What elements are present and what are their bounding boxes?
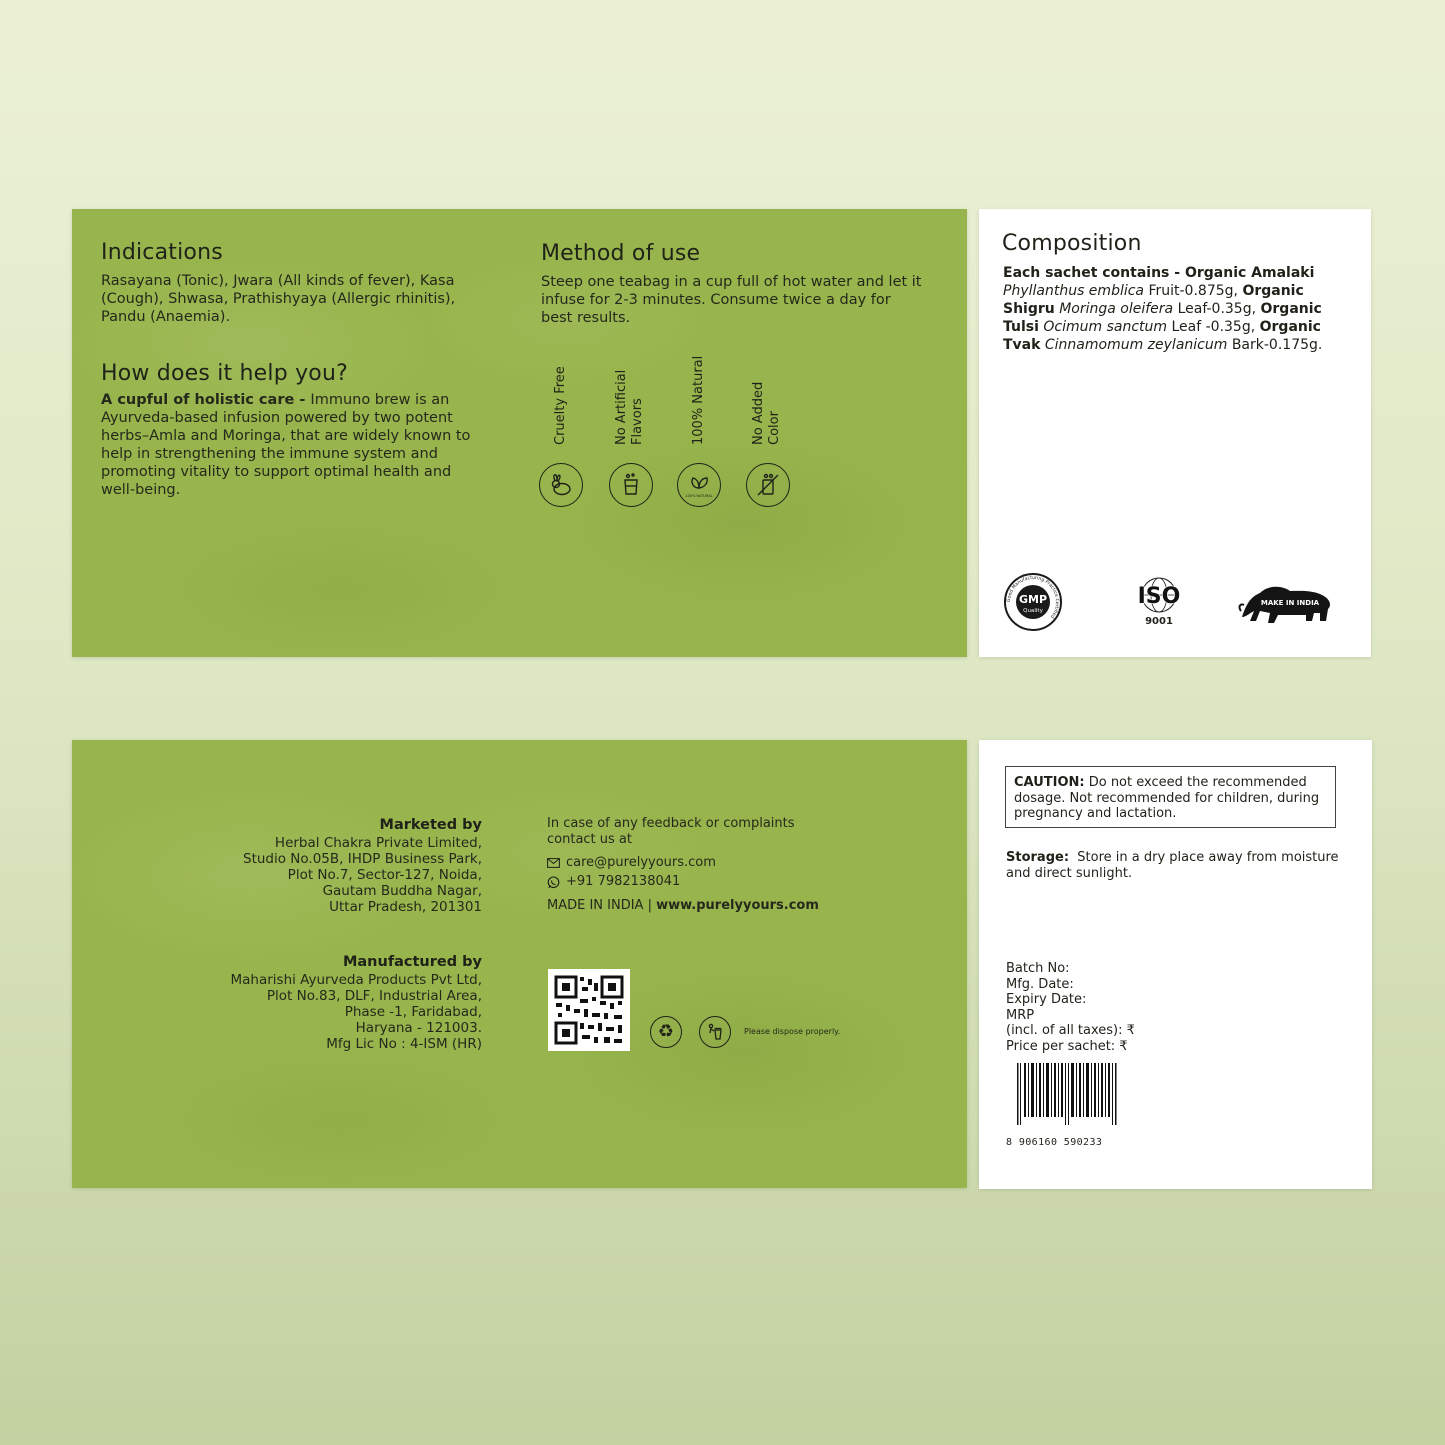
made-in-text: MADE IN INDIA | — [547, 898, 657, 913]
contact-phone[interactable]: +91 7982138041 — [566, 874, 681, 889]
manufactured-line: Haryana - 121003. — [355, 1020, 482, 1036]
caution-text — [1014, 775, 1327, 822]
marketed-block — [192, 816, 482, 915]
ingredient-name: Organic Tulsi — [1003, 301, 1322, 335]
claim-line: Cruelty Free — [553, 366, 568, 445]
claim-line: Flavors — [630, 398, 645, 445]
caution-box — [1005, 766, 1336, 828]
contact-intro-line: contact us at — [547, 832, 632, 847]
ingredient-name: Organic Shigru — [1003, 283, 1304, 317]
ingredient-name: Organic Amalaki — [1184, 265, 1315, 281]
ingredient-part: Fruit-0.875g, — [1144, 283, 1243, 299]
batch-fields — [1006, 961, 1135, 1054]
iso-text: ISO — [1137, 584, 1181, 609]
make-in-india-lion-icon — [1238, 581, 1334, 625]
composition-text — [1003, 264, 1353, 354]
claim-100-natural — [691, 356, 707, 445]
caution-label: CAUTION: — [1014, 775, 1085, 790]
claim-line: No Added — [751, 381, 766, 445]
gmp-text: GMP — [1018, 593, 1048, 606]
manufactured-line: Maharishi Ayurveda Products Pvt Ltd, — [230, 972, 482, 988]
ingredient-latin: Cinnamomum zeylanicum — [1044, 337, 1228, 353]
ingredient-latin: Ocimum sanctum — [1043, 319, 1168, 335]
gmp-badge-icon — [1003, 572, 1063, 632]
indications-text: Rasayana (Tonic), Jwara (All kinds of fever), Kasa (Cough), Shwasa, Prathishyaya (Allergic rhinitis), Pandu (Anaemia). — [101, 273, 456, 325]
dispose-bin-icon — [699, 1016, 731, 1048]
composition-lead: Each sachet contains - — [1003, 265, 1185, 281]
contact-intro — [547, 816, 795, 848]
barcode-number: 8 906160 590233 — [1006, 1137, 1103, 1148]
claim-no-added-color — [751, 382, 783, 445]
make-in-india-text: MAKE IN INDIA — [1260, 599, 1320, 607]
gmp-ring-path: Good Manufacturing Practice Certified — [1006, 575, 1060, 619]
method-text: Steep one teabag in a cup full of hot water and let it infuse for 2-3 minutes. Consume twice a day for best results. — [541, 274, 922, 326]
qr-code[interactable] — [548, 969, 630, 1051]
mail-icon — [547, 858, 560, 868]
help-lead: A cupful of holistic care - — [101, 392, 311, 408]
dispose-text: Please dispose properly. — [744, 1027, 841, 1036]
ingredient-latin: Moringa oleifera — [1059, 301, 1174, 317]
indications-title: Indications — [101, 240, 223, 265]
storage-text — [1006, 850, 1341, 881]
caution-panel — [979, 740, 1372, 1189]
gmp-sub-text: Quality — [1023, 608, 1043, 614]
method-title: Method of use — [541, 241, 701, 266]
claim-line: No Artificial — [614, 369, 629, 445]
ingredient-part: Bark-0.175g. — [1227, 337, 1323, 353]
rabbit-icon — [539, 463, 583, 507]
marketed-title: Marketed by — [379, 817, 482, 833]
flask-icon — [609, 463, 653, 507]
contact-email[interactable]: care@purelyyours.com — [566, 855, 716, 870]
composition-title: Composition — [1002, 231, 1142, 256]
mrp-field: MRP — [1006, 1007, 1035, 1023]
ingredient-latin: Phyllanthus emblica — [1003, 283, 1145, 299]
contact-intro-line: In case of any feedback or complaints — [547, 816, 795, 831]
manufactured-title: Manufactured by — [342, 954, 482, 970]
storage-body: Store in a dry place away from moisture and direct sunlight. — [1006, 850, 1339, 881]
mfg-date-field: Mfg. Date: — [1006, 976, 1074, 992]
recycle-icon: ♻ — [650, 1016, 682, 1048]
manufactured-line: Phase -1, Faridabad, — [344, 1004, 482, 1020]
iso-number: 9001 — [1145, 616, 1173, 627]
marketed-line: Plot No.7, Sector-127, Noida, — [287, 867, 482, 883]
marketed-line: Uttar Pradesh, 201301 — [329, 899, 482, 915]
contact-phone-row[interactable] — [547, 874, 680, 890]
claim-cruelty-free — [553, 366, 569, 445]
marketed-line: Gautam Buddha Nagar, — [322, 883, 482, 899]
ingredient-part: Leaf-0.35g, — [1173, 301, 1261, 317]
website-link[interactable]: www.purelyyours.com — [656, 898, 819, 913]
iso-badge-icon — [1131, 574, 1187, 634]
price-per-sachet-field: Price per sachet: ₹ — [1006, 1038, 1128, 1054]
claim-line: 100% Natural — [691, 355, 706, 445]
natural-badge-text: 100% NATURAL — [685, 494, 713, 498]
manufactured-line: Plot No.83, DLF, Industrial Area, — [266, 988, 482, 1004]
marketed-line: Herbal Chakra Private Limited, — [274, 835, 482, 851]
claim-line: Color — [767, 411, 782, 445]
no-color-icon — [746, 463, 790, 507]
ingredient-part: Leaf -0.35g, — [1167, 319, 1260, 335]
top-info-panel — [72, 209, 967, 657]
bottom-info-panel — [72, 740, 967, 1188]
batch-no-field: Batch No: — [1006, 961, 1070, 976]
made-in-india-line — [547, 898, 819, 914]
manufactured-line: Mfg Lic No : 4-ISM (HR) — [326, 1036, 482, 1052]
manufactured-block — [192, 953, 482, 1052]
contact-email-row[interactable] — [547, 855, 716, 871]
composition-panel — [979, 209, 1371, 657]
marketed-line: Studio No.05B, IHDP Business Park, — [243, 851, 482, 867]
claim-no-artificial-flavors — [614, 370, 646, 445]
expiry-date-field: Expiry Date: — [1006, 992, 1087, 1007]
whatsapp-icon — [547, 876, 560, 889]
help-title: How does it help you? — [101, 361, 348, 386]
leaf-icon — [677, 463, 721, 507]
help-body: Immuno brew is an Ayurveda-based infusion powered by two potent herbs–Amla and Moringa, that are widely known to help in strengthening the immune system and promoting vitality to support optimal health and well-being. — [101, 392, 471, 498]
mrp-taxes-field: (incl. of all taxes): ₹ — [1006, 1023, 1135, 1038]
ingredient-name: Organic Tvak — [1003, 319, 1321, 353]
barcode — [1015, 1063, 1119, 1125]
help-text — [101, 391, 471, 499]
caution-body: Do not exceed the recommended dosage. Not recommended for children, during pregnancy and lactation. — [1014, 775, 1320, 821]
storage-label: Storage: — [1006, 850, 1070, 865]
